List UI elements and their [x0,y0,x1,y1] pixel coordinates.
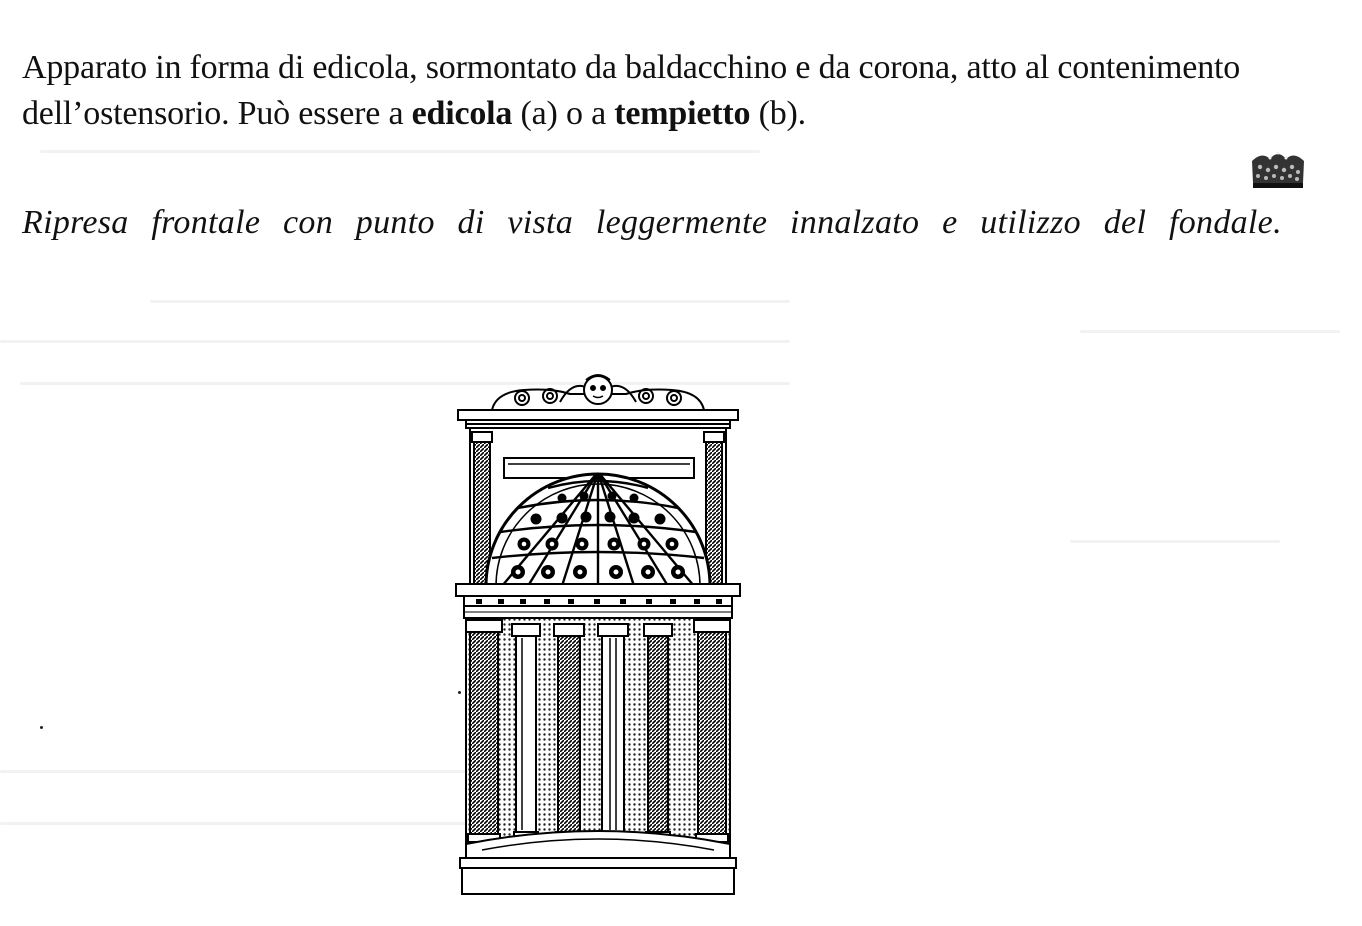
crown-icon [1248,147,1308,189]
bleed-through-line [150,300,790,303]
colonnade-background [466,618,730,844]
speck [40,726,43,729]
definition-text-c: (b). [750,95,806,132]
term-tempietto: tempietto [614,95,751,132]
definition-text-b: (a) o a [512,95,615,132]
term-edicola: edicola [411,95,513,132]
bleed-through-line [40,150,760,153]
bleed-through-line [0,340,790,343]
definition-paragraph [22,45,1322,137]
crest [492,375,704,410]
definition-text-a: Apparato in forma di edicola, sormontato da baldacchino e da corona, atto al contenimento dell’ostensorio. Può essere a [22,49,1241,132]
photo-direction-paragraph: Ripresa frontale con punto di vista leggermente innalzato e utilizzo del fondale. [22,204,1282,241]
edicola-tempietto-illustration [452,372,744,898]
bleed-through-line [1070,540,1280,543]
bleed-through-line [1080,330,1340,333]
